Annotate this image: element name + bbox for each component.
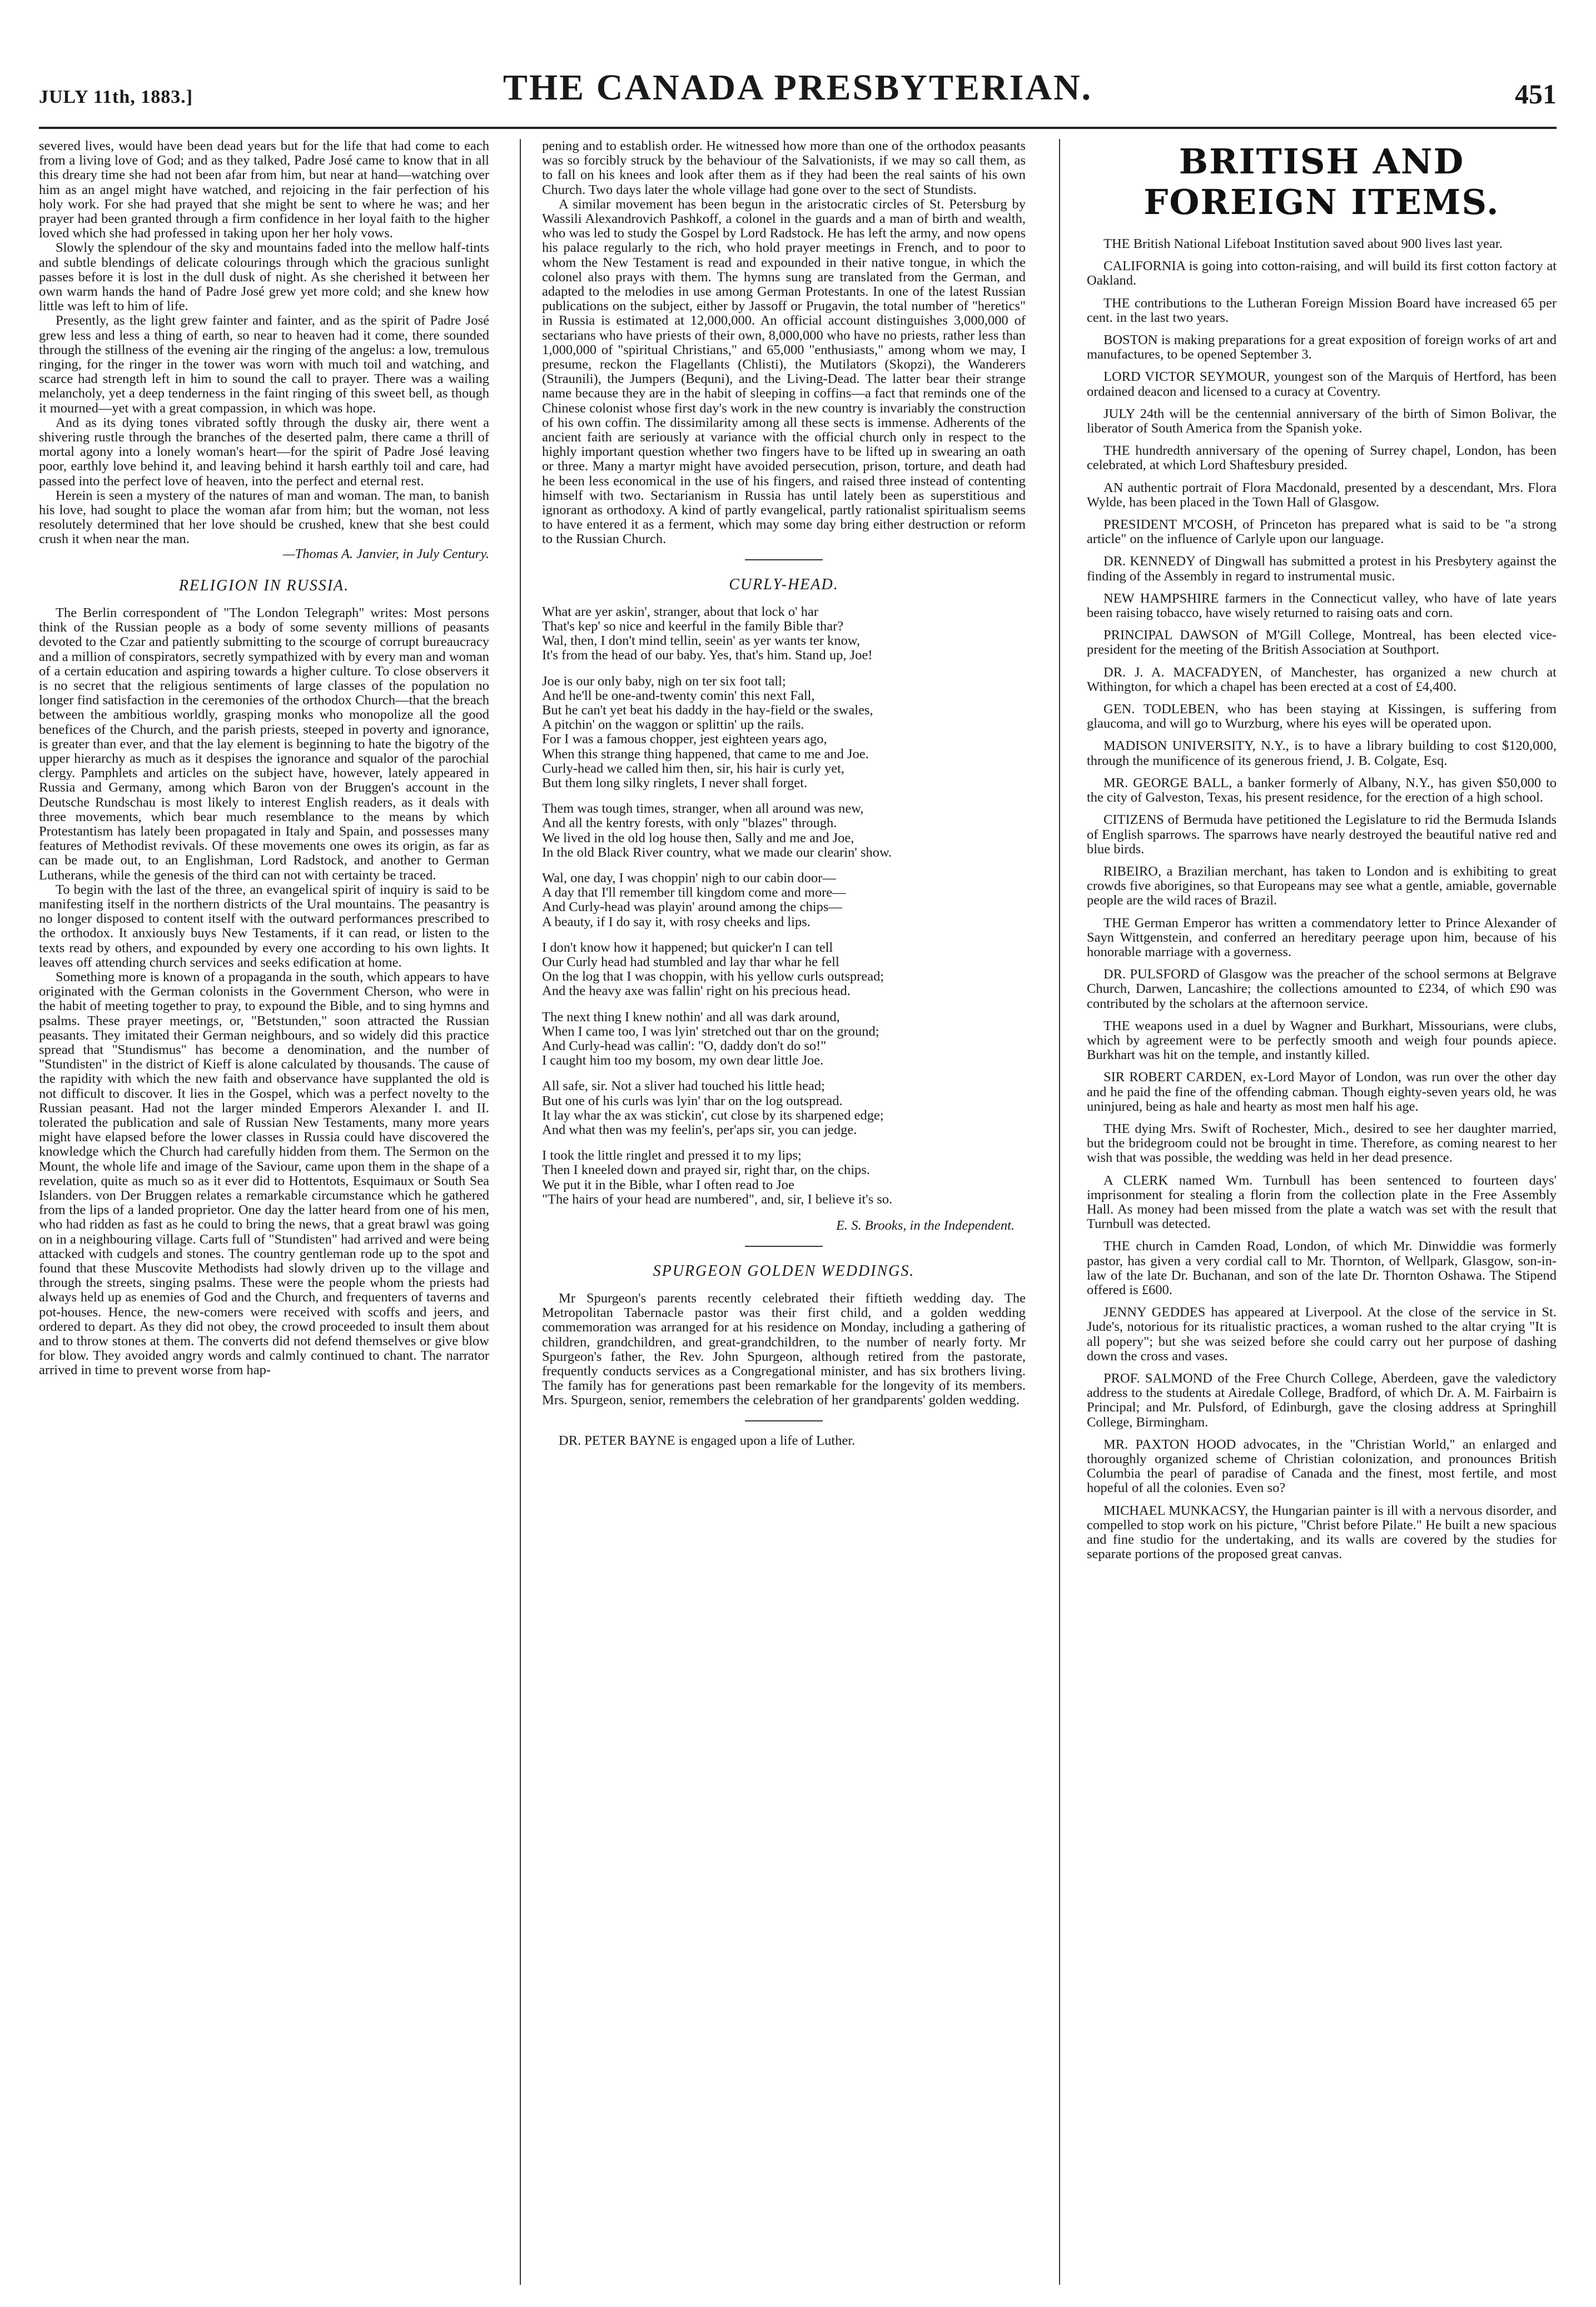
column-3 — [1087, 139, 1557, 2285]
poem-line: I don't know how it happened; but quicker'n I can tell — [542, 939, 833, 955]
poem-line: It lay whar the ax was stickin', cut close by its sharpened edge; — [542, 1107, 884, 1123]
poem-line: When this strange thing happened, that came to me and Joe. — [542, 746, 869, 762]
poem-line: That's kep' so nice and keerful in the family Bible thar? — [542, 618, 844, 634]
poem-stanza — [542, 871, 1026, 929]
poem-line: What are yer askin', stranger, about that lock o' har — [542, 604, 818, 619]
news-item: THE contributions to the Lutheran Foreign Mission Board have increased 65 per cent. in the last two years. — [1087, 295, 1557, 325]
news-item: THE British National Lifeboat Institution saved about 900 lives last year. — [1103, 236, 1503, 251]
article-paragraph: To begin with the last of the three, an evangelical spirit of inquiry is said to be manifesting itself in the northern districts of the Ural mountains. The peasantry is no longer disposed to content itself with the outward performances prescribed to the orthodox. It anxiously buys New Testaments, if it can read, or listen to the texts read by others, and expounded by every one according to his own lights. It leaves off attending church services and seeks edification at home. — [39, 882, 489, 970]
poem-line: In the old Black River country, what we made our clearin' show. — [542, 844, 892, 860]
story-paragraph: And as its dying tones vibrated softly through the dusky air, there went a shivering rustle through the branches of the deserted palm, there came a thrill of mortal agony into a lonely woman's heart—for the spirit of Padre José leaving poor, earthly love behind it, and leaving behind it harsh earthly toil and care, had passed into the perfect love of heaven, into the perfect and eternal rest. — [39, 415, 489, 489]
news-item: DR. KENNEDY of Dingwall has submitted a protest in his Presbytery against the finding of the Assembly in regard to instrumental music. — [1087, 554, 1557, 584]
newspaper-title: THE CANADA PRESBYTERIAN. — [503, 67, 1093, 108]
section-heading-curly-head: CURLY-HEAD. — [729, 575, 839, 593]
news-item: SIR ROBERT CARDEN, ex-Lord Mayor of London, was run over the other day and he paid the fine of the offending cabman. Though eighty-seven years old, he was uninjured, being as hale and hearty as most men half his age. — [1087, 1070, 1557, 1114]
poem-stanza — [542, 674, 1026, 791]
poem-stanza — [542, 1010, 1026, 1068]
poem-stanza — [542, 1148, 1026, 1207]
poem-line: "The hairs of your head are numbered", and, sir, I believe it's so. — [542, 1191, 893, 1207]
section-separator — [745, 559, 823, 560]
column-divider — [1059, 139, 1060, 2285]
news-item: THE German Emperor has written a commendatory letter to Prince Alexander of Sayn Wittgenstein, and conferred an hereditary peerage upon him, because of his honorable marriage with a governess. — [1087, 915, 1557, 959]
poem-line: For I was a famous chopper, jest eighteen years ago, — [542, 732, 827, 747]
article-paragraph: The Berlin correspondent of "The London Telegraph" writes: Most persons think of the Russian people as a body of some seventy millions of peasants devoted to the Czar and patiently submitting to the scourge of corrupt bureaucracy and a million of conspirators, secretly sympathized with by every man and woman of a certain education and aspiring towards a higher culture. To close observers it is no secret that the religious sentiments of large classes of the population no longer find satisfaction in the ceremonies of the orthodox Church—that the breach between the ambitious worldly, grasping monks who monopolize all the good benefices of the Church, and the parish priests, steeped in poverty and ignorance, is greater than ever, and that the lay element is beginning to hate the bigotry of the upper hierarchy as much as it despises the ignorance and squalor of the parochial clergy. Pamphlets and articles on the subject have, however, lately appeared in Russia and Germany, among which Baron von der Bruggen's account in the Deutsche Rundschau is most likely to interest English readers, as it deals with three movements, which bear much resemblance to the means by which Protestantism has lately been propagated in Italy and Spain, and possesses many features of Methodist revivals. Of these movements one owes its origin, as far as can be made out, to an Englishman, Lord Radstock, and another to German Lutherans, while the genesis of the third can not with certainty be traced. — [39, 605, 489, 883]
poem-line: Curly-head we called him then, sir, his hair is curly yet, — [542, 760, 845, 776]
poem-line: We lived in the old log house then, Sally and me and Joe, — [542, 830, 854, 846]
news-items-list — [1087, 237, 1557, 1562]
news-item: LORD VICTOR SEYMOUR, youngest son of the Marquis of Hertford, has been ordained deacon and licensed to a curacy at Coventry. — [1087, 369, 1557, 399]
poem-line: And the heavy axe was fallin' right on his precious head. — [542, 983, 851, 999]
story-paragraph: Herein is seen a mystery of the natures of man and woman. The man, to banish his love, had sought to place the woman afar from him; but the woman, not less resolutely determined that her love should be crushed, knew that she best could crush it when near the man. — [39, 488, 489, 547]
news-item: THE weapons used in a duel by Wagner and Burkhart, Missourians, were clubs, which by agreement were to be perfectly smooth and weigh four pounds apiece. Burkhart was hit on the temple, and instantly killed. — [1087, 1018, 1557, 1063]
poem-line: But them long silky ringlets, I never shall forget. — [542, 775, 808, 790]
poem-stanza — [542, 1079, 1026, 1137]
news-item: AN authentic portrait of Flora Macdonald, presented by a descendant, Mrs. Flora Wylde, has been placed in the Town Hall of Glasgow. — [1087, 480, 1557, 510]
poem-stanza — [542, 802, 1026, 860]
story-signature: —Thomas A. Janvier, in July Century. — [282, 546, 489, 561]
poem-line: A pitchin' on the waggon or splittin' up the rails. — [542, 717, 804, 733]
news-item: JENNY GEDDES has appeared at Liverpool. At the close of the service in St. Jude's, notorious for its ritualistic practices, a woman rushed to the altar crying "It is all popery"; but she was seized before she could carry out her purpose of dashing down the cross and vases. — [1087, 1305, 1557, 1364]
news-item: NEW HAMPSHIRE farmers in the Connecticut valley, who have of late years been raising tobacco, have wisely returned to raising oats and corn. — [1087, 590, 1557, 621]
news-item: RIBEIRO, a Brazilian merchant, has taken to London and is exhibiting to great crowds five aborigines, so that Europeans may see what a gentle, amiable, governable people are the wild races of Brazil. — [1087, 863, 1557, 908]
poem-curly-head — [542, 605, 1026, 1207]
poem-line: It's from the head of our baby. Yes, that's him. Stand up, Joe! — [542, 648, 873, 663]
poem-line: We put it in the Bible, whar I often read to Joe — [542, 1177, 794, 1192]
news-item: BOSTON is making preparations for a great exposition of foreign works of art and manufactures, to be opened September 3. — [1087, 332, 1557, 362]
news-item: A CLERK named Wm. Turnbull has been sentenced to fourteen days' imprisonment for stealing a florin from the collection plate in the Free Assembly Hall. As money had been missed from the plate a watch was set with the result that Turnbull was detected. — [1087, 1172, 1557, 1232]
header-rule — [39, 127, 1557, 129]
news-item: PRINCIPAL DAWSON of M'Gill College, Montreal, has been elected vice-president for the meeting of the British Association at Southport. — [1087, 628, 1557, 658]
poem-line: A day that I'll remember till kingdom come and more— — [542, 885, 846, 901]
section-separator — [745, 1246, 823, 1247]
article-paragraph: pening and to establish order. He witnessed how more than one of the orthodox peasants was so forcibly struck by the behaviour of the Salvationists, if we may so call them, as to fall on his knees and look after them as if they had been the real saints of his own Church. Two days later the whole village had gone over to the sect of Stundists. — [542, 139, 1026, 197]
poem-line: A beauty, if I do say it, with rosy cheeks and lips. — [542, 914, 811, 929]
section-heading-spurgeon: SPURGEON GOLDEN WEDDINGS. — [653, 1262, 915, 1280]
poem-line: When I came too, I was lyin' stretched out thar on the ground; — [542, 1023, 879, 1039]
poem-line: On the log that I was choppin, with his yellow curls outspread; — [542, 969, 884, 985]
poem-line: I caught him too my bosom, my own dear little Joe. — [542, 1053, 824, 1068]
news-item: CALIFORNIA is going into cotton-raising, and will build its first cotton factory at Oakland. — [1087, 258, 1557, 289]
poem-line: The next thing I knew nothin' and all was dark around, — [542, 1009, 840, 1025]
news-note: DR. PETER BAYNE is engaged upon a life of Luther. — [559, 1433, 856, 1448]
story-paragraph: severed lives, would have been dead years but for the life that had come to each from a living love of God; and as they talked, Padre José came to know that in all this dreary time she had not been afar from him, but near at hand—watching over him as an angel might have watched, and rejoicing in the fair perfection of his holy work. For she had prayed that she might be sent to where he was; and her prayer had been granted through a firm confidence in her loyal faith to the higher loved which she had professed in taking upon her her holy vows. — [39, 139, 489, 241]
poem-line: But one of his curls was lyin' thar on the log outspread. — [542, 1093, 843, 1108]
masthead — [39, 67, 1557, 125]
poem-line: Joe is our only baby, nigh on ter six foot tall; — [542, 673, 786, 689]
news-item: THE dying Mrs. Swift of Rochester, Mich., desired to see her daughter married, but the bridegroom could not be brought in time. Therefore, as coming nearest to her wish that was possible, the wedding was held in her dead presence. — [1087, 1121, 1557, 1166]
story-paragraph: Presently, as the light grew fainter and fainter, and as the spirit of Padre José grew less and less a thing of earth, so near to heaven had it come, there sounded through the stillness of the evening air the ringing of the angelus: a low, tremulous ringing, for the ringer in the tower was worn with much toil and watching, and scarce had strength left in him to sound the call to prayer. There was a wailing melancholy, yet a deep tenderness in the faint ringing of this sweet bell, as though it mourned—yet with a great compassion, in which was hope. — [39, 313, 489, 416]
news-item: DR. PULSFORD of Glasgow was the preacher of the school sermons at Belgrave Church, Darwen, Lancashire; the collections amounted to £234, of which £90 was contributed by the scholars at the afternoon service. — [1087, 967, 1557, 1011]
section-heading-religion-in-russia: RELIGION IN RUSSIA. — [178, 576, 350, 594]
poem-line: And Curly-head was playin' around among the chips— — [542, 899, 842, 915]
news-item: GEN. TODLEBEN, who has been staying at Kissingen, is suffering from glaucoma, and will go to Wurzburg, where his eyes will be operated upon. — [1087, 702, 1557, 732]
poem-line: Our Curly head had stumbled and lay thar whar he fell — [542, 954, 839, 969]
news-item: THE church in Camden Road, London, of which Mr. Dinwiddie was formerly pastor, has given a very cordial call to Mr. Thornton, of Wellpark, Glasgow, son-in-law of the late Dr. Buchanan, and son of the late Dr. Thornton Oshawa. The Stipend offered is £600. — [1087, 1239, 1557, 1297]
issue-date: JULY 11th, 1883.] — [39, 87, 193, 107]
news-item: PROF. SALMOND of the Free Church College, Aberdeen, gave the valedictory address to the students at Airedale College, Bradford, of which Dr. A. M. Fairbairn is Principal; and Mr. Pulsford, of Edinburgh, gave the closing address at Springhill College, Birmingham. — [1087, 1371, 1557, 1430]
article-paragraph: Mr Spurgeon's parents recently celebrated their fiftieth wedding day. The Metropolitan Tabernacle pastor was their first child, and a golden wedding commemoration was arranged for at his residence on Monday, including a gathering of children, grandchildren, and great-grandchildren, to the number of nearly forty. Mr Spurgeon's father, the Rev. John Spurgeon, although retired from the pastorate, frequently conducts services as a Congregational minister, and has six brothers living. The family has for generations past been remarkable for the longevity of its members. Mrs. Spurgeon, senior, remembers the celebration of her grandparents' golden wedding. — [542, 1291, 1026, 1408]
poem-line: And all the kentry forests, with only "blazes" through. — [542, 816, 837, 831]
article-paragraph: A similar movement has been begun in the aristocratic circles of St. Petersburg by Wassili Alexandrovich Pashkoff, a colonel in the guards and a man of birth and wealth, who was led to study the Gospel by Lord Radstock. He has left the army, and now opens his palace regularly to the rich, who hold prayer meetings in French, and to poor to whom the New Testament is read and expounded in their native tongue, in which the colonel also prays with them. The hymns sung are translated from the German, and adapted to the melodies in use among German Protestants. In one of the latest Russian publications on the subject, either by Jassoff or Prugavin, the total number of "heretics" in Russia is estimated at 12,000,000. An official account distinguishes 3,000,000 of sectarians who have priests of their own, 8,000,000 who have no priests, rather less than 1,000,000 of "spiritual Christians," and 65,000 "enthusiasts," among whom we may, I presume, reckon the Flagellants (Chlisti), the Mutilators (Skopzi), the Wanderers (Straunili), the Jumpers (Bequni), and the Living-Dead. The latter bear their strange name because they are in the habit of sleeping in coffins—a fact that reminds one of the Chinese colonist whose first day's work in the new country is invariably the construction of his own coffin. The dissimilarity among all these sects is immense. Adherents of the ancient faith are seriously at variance with the official church only in respect to the highly important question whether two fingers have to be lifted up in swearing an oath or three. Many a martyr might have avoided persecution, prison, torture, and death had he been less economical in the use of his fingers, and raised three instead of contenting himself with two. Sectarianism in Russia has until lately been as superstitious and ignorant as orthodoxy. A kind of partly evangelical, partly rationalist spiritualism seems to have entered it as a ferment, which may some day bring either destruction or reform to the Russian Church. — [542, 196, 1026, 547]
column-divider — [520, 139, 521, 2285]
news-item: MR. PAXTON HOOD advocates, in the "Christian World," an enlarged and thoroughly organized scheme of Christian colonization, and pronounces British Columbia the pearl of paradise of Canada and the finest, most fertile, and most hopeful of all the colonies. Even so? — [1087, 1436, 1557, 1496]
story-paragraph: Slowly the splendour of the sky and mountains faded into the mellow half-tints and subtle blendings of delicate colourings through which the gracious sunlight passes before it is lost in the dull dusk of night. As she cherished it between her own warm hands the hand of Padre José grew yet more cold; and she knew how little was left to him of life. — [39, 240, 489, 314]
poem-stanza — [542, 941, 1026, 999]
poem-line: Them was tough times, stranger, when all around was new, — [542, 801, 864, 817]
section-heading-british-foreign-items: BRITISH AND FOREIGN ITEMS. — [1143, 141, 1500, 222]
poem-attribution: E. S. Brooks, in the Independent. — [836, 1218, 1015, 1233]
poem-line: Wal, then, I don't mind tellin, seein' as yer wants ter know, — [542, 633, 861, 649]
news-item: THE hundredth anniversary of the opening of Surrey chapel, London, has been celebrated, at which Lord Shaftesbury presided. — [1087, 443, 1557, 473]
news-item: CITIZENS of Bermuda have petitioned the Legislature to rid the Bermuda Islands of English sparrows. The sparrows have nearly destroyed the beautiful native red and blue birds. — [1087, 812, 1557, 857]
news-item: MR. GEORGE BALL, a banker formerly of Albany, N.Y., has given $50,000 to the city of Galveston, Texas, his present residence, for the erection of a high school. — [1087, 775, 1557, 806]
column-2 — [542, 139, 1026, 2285]
poem-line: And what then was my feelin's, per'aps sir, you can jedge. — [542, 1122, 857, 1137]
article-paragraph: Something more is known of a propaganda in the south, which appears to have originated with the German colonists in the Government Cherson, who were in the habit of meeting together to pray, to expound the Bible, and to sing hymns and psalms. These prayer meetings, or, "Betstunden," soon attracted the Russian peasants. They imitated their German neighbours, and so widely did this practice spread that "Stundismus" has become a denomination, and the number of "Stundisten" in the district of Kieff is alone calculated by thousands. The cause of the rapidity with which the new faith and observance have supplanted the old is not difficult to discover. It lies in the Gospel, which was a perfect novelty to the Russian peasant. Had not the larger minded Emperors Alexander I. and II. tolerated the publication and sale of Russian New Testaments, many more years might have elapsed before the lower classes in Russia could have discovered the knowledge which the Church had carefully hidden from them. The Sermon on the Mount, the whole life and image of the Saviour, came upon them in the shape of a revelation, quite as much so as it ever did to Hottentots, Esquimaux or South Sea Islanders. von Der Bruggen relates a remarkable circumstance which he gathered from the lips of a landed proprietor. One day the latter heard from one of his men, who had ridden as fast as he could to bring the news, that a great brawl was going on in a neighbouring village. Carts full of "Stundisten" had arrived and were being attacked with cudgels and stones. The country gentleman rode up to the spot and found that these Muscovite Methodists had slowly driven up to the village and through the streets, singing psalms. These were the people whom the priests had always held up as enemies of God and the Church, and frequenters of taverns and pot-houses. Hence, the new-comers were received with scoffs and jeers, and ordered to depart. As they did not obey, the crowd proceeded to insult them about and to throw stones at them. The converts did not defend themselves or give blow for blow. They avoided angry words and calmly continued to chant. The narrator arrived in time to prevent worse from hap- — [39, 969, 489, 1378]
poem-line: I took the little ringlet and pressed it to my lips; — [542, 1148, 802, 1164]
poem-line: And he'll be one-and-twenty comin' this next Fall, — [542, 688, 815, 703]
news-item: MICHAEL MUNKACSY, the Hungarian painter is ill with a nervous disorder, and compelled to stop work on his picture, "Christ before Pilate." He built a new spacious and fine studio for the undertaking, and its walls are covered by the studies for separate portions of the proposed great canvas. — [1087, 1503, 1557, 1562]
poem-line: But he can't yet beat his daddy in the hay-field or the swales, — [542, 702, 873, 718]
poem-line: All safe, sir. Not a sliver had touched his little head; — [542, 1078, 825, 1094]
poem-line: And Curly-head was callin': "O, daddy don't do so!" — [542, 1038, 827, 1053]
page-number: 451 — [1515, 78, 1557, 110]
poem-line: Wal, one day, I was choppin' nigh to our cabin door— — [542, 870, 836, 886]
column-1 — [39, 139, 489, 2285]
news-item: MADISON UNIVERSITY, N.Y., is to have a library building to cost $120,000, through the munificence of its generous friend, J. B. Colgate, Esq. — [1087, 738, 1557, 768]
poem-stanza — [542, 605, 1026, 663]
news-item: PRESIDENT M'COSH, of Princeton has prepared what is said to be "a strong article" on the influence of Carlyle upon our language. — [1087, 517, 1557, 547]
news-item: DR. J. A. MACFADYEN, of Manchester, has organized a new church at Withington, for which a chapel has been erected at a cost of £4,400. — [1087, 664, 1557, 694]
news-item: JULY 24th will be the centennial anniversary of the birth of Simon Bolivar, the liberator of South America from the Spanish yoke. — [1087, 406, 1557, 436]
poem-line: Then I kneeled down and prayed sir, right thar, on the chips. — [542, 1162, 870, 1178]
section-separator — [745, 1420, 823, 1421]
